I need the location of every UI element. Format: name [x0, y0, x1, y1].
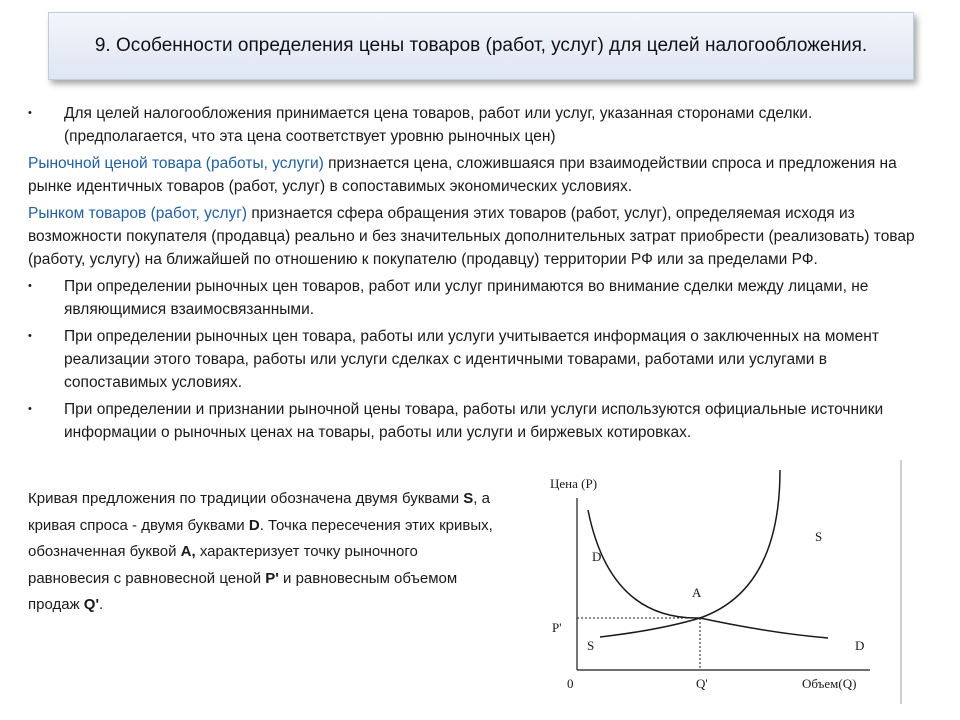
supply-label-bottom: S: [587, 638, 595, 653]
explanation-text: характеризует точку рыночного равновесия с равновесной ценой: [28, 543, 418, 587]
supply-label-top: S: [815, 529, 823, 544]
graph-explanation: [28, 486, 498, 619]
bullet-marker: •: [28, 330, 32, 342]
slide-body: [28, 102, 923, 448]
definition-text: признается сфера обращения этих товаров (работ, услуг), определяемая исходя из возможности покупателя (продавца) реально и без значительных дополнительных затрат приобрести (реализовать) товар (работу, услугу) на ближайшей по отношению к покупателю (продавцу) территории РФ или за пределами РФ.: [28, 205, 915, 268]
price-mark-label: P': [552, 620, 562, 635]
bullet-item: [28, 102, 923, 148]
term-market-price: Рыночной ценой товара (работы, услуги): [28, 155, 324, 172]
bullet-item: [28, 275, 923, 321]
bullet-text: При определении и признании рыночной цены товара, работы или услуги используются официальные источники информации о рыночных ценах на товары, работы или услуги и биржевых котировках.: [64, 401, 884, 441]
explanation-text: и равновесным объемом продаж: [28, 569, 458, 613]
definition-text: признается цена, сложившаяся при взаимодействии спроса и предложения на рынке идентичных товаров (работ, услуг) в сопоставимых экономических условиях.: [28, 155, 897, 195]
supply-letter: S: [463, 490, 474, 507]
explanation-text: Кривая предложения по традиции обозначена двумя буквами: [28, 490, 464, 507]
supply-curve: [600, 470, 780, 637]
explanation-text: . Точка пересечения этих кривых, обозначенная буквой: [28, 516, 493, 560]
supply-demand-graph: [540, 470, 900, 700]
origin-label: 0: [567, 676, 574, 691]
slide-title: 9. Особенности определения цены товаров (работ, услуг) для целей налогообложения.: [94, 35, 868, 56]
demand-label-top: D: [592, 549, 602, 564]
bullet-marker: •: [28, 107, 32, 119]
quantity-mark-label: Q': [696, 676, 708, 691]
equilibrium-label: A: [692, 585, 702, 600]
quantity-mark-letter: Q': [83, 596, 100, 613]
bullet-item: [28, 398, 923, 444]
divider-line: [900, 460, 902, 704]
bullet-text: При определении рыночных цен товара, работы или услуги учитывается информация о заключенных на момент реализации этого товара, работы или услуги сделках с идентичными товарами, работами или услугами в сопоставимых условиях.: [64, 328, 879, 391]
term-market: Рынком товаров (работ, услуг): [28, 205, 248, 222]
bullet-text: При определении рыночных цен товаров, работ или услуг принимаются во внимание сделки между лицами, не являющимися взаимосвязанными.: [64, 278, 869, 318]
bullet-text: [64, 102, 923, 148]
bullet-line-1: Для целей налогообложения принимается цена товаров, работ или услуг, указанная сторонами сделки.: [64, 105, 813, 122]
definition-market-price: [28, 152, 923, 198]
price-mark-letter: P': [265, 569, 279, 587]
slide-title-box: [48, 12, 914, 80]
y-axis-label: Цена (P): [550, 476, 598, 491]
demand-curve: [588, 510, 828, 638]
demand-letter: D: [248, 516, 260, 534]
bullet-marker: •: [28, 280, 32, 292]
bullet-item: [28, 325, 923, 394]
bullet-line-2: (предполагается, что эта цена соответствует уровню рыночных цен): [64, 128, 556, 145]
explanation-text: .: [99, 596, 104, 613]
explanation-text: , а кривая спроса - двумя буквами: [28, 490, 490, 534]
bullet-marker: •: [28, 403, 32, 415]
x-axis-label: Объем(Q): [802, 676, 857, 691]
definition-market: [28, 202, 923, 271]
demand-label-bottom: D: [855, 638, 865, 653]
equilibrium-letter: А,: [180, 543, 196, 560]
